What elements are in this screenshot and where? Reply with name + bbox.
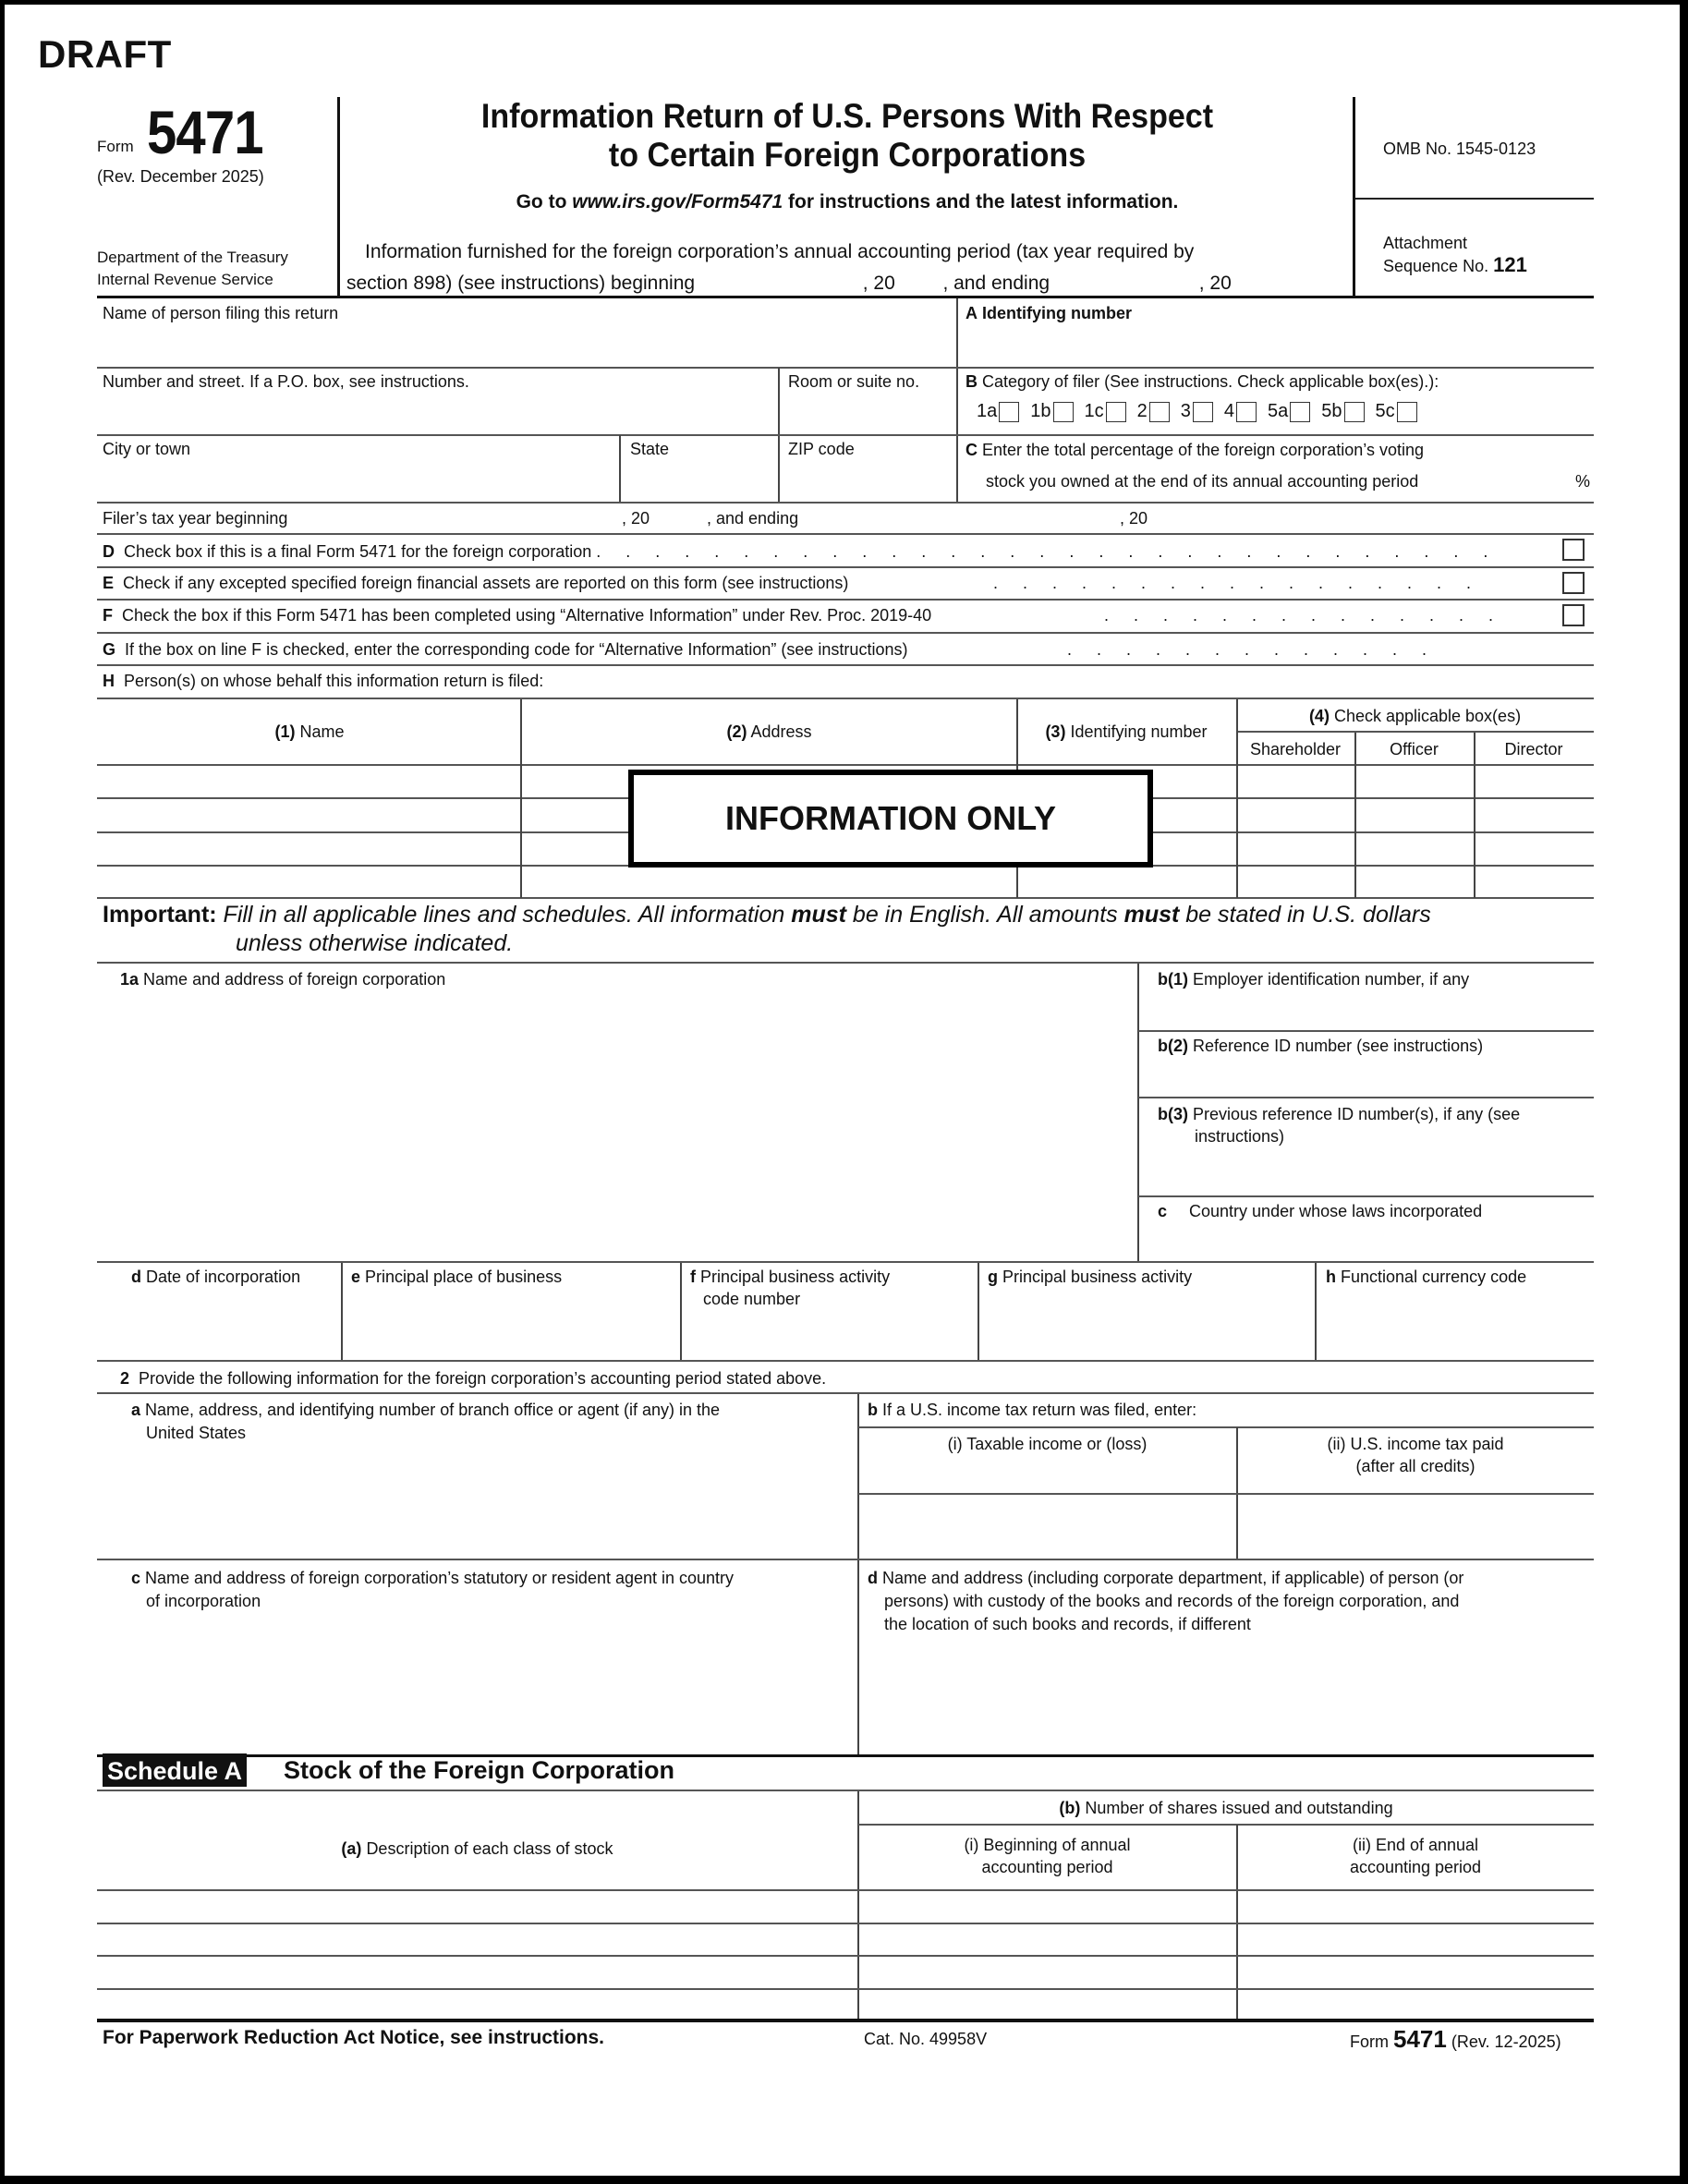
footer-revision: (Rev. 12-2025) (1451, 2032, 1561, 2051)
col-id-header (1016, 721, 1236, 743)
line-num: b(1) (1158, 970, 1188, 989)
branch-office-input[interactable] (131, 1448, 847, 1555)
sequence-label: Sequence No. (1383, 257, 1489, 275)
line-text: Employer identification number, if any (1193, 970, 1470, 989)
category-1b-label: 1b (1030, 401, 1051, 421)
line-b-letter: B (965, 372, 978, 391)
line-num: 1a (120, 970, 140, 989)
catalog-number: Cat. No. 49958V (864, 2030, 988, 2048)
leader-dots: . . . . . . . . . . . . . . . . . (993, 574, 1482, 592)
category-5c-checkbox[interactable] (1397, 402, 1417, 422)
divider (97, 1790, 1594, 1791)
person-address-input[interactable] (522, 766, 1016, 796)
excepted-assets-checkbox[interactable] (1562, 572, 1585, 594)
schedule-a-title: Stock of the Foreign Corporation (284, 1756, 674, 1784)
col-num: (3) (1045, 722, 1066, 741)
divider (956, 298, 958, 504)
taxable-income-input[interactable] (864, 1498, 1232, 1557)
title-line-1: Information Return of U.S. Persons With Respect (480, 97, 1214, 135)
principal-place-input[interactable] (351, 1293, 674, 1356)
col-officer-header: Officer (1390, 740, 1439, 758)
shareholder-checkbox[interactable] (1238, 799, 1354, 830)
line-2c-label-cont: of incorporation (146, 1592, 261, 1610)
voting-pct-label-2: stock you owned at the end of its annual accounting period (986, 472, 1419, 491)
line-text: If a U.S. income tax return was filed, enter: (882, 1401, 1197, 1419)
line-num: g (988, 1268, 998, 1286)
line-h-text: Person(s) on whose behalf this information return is filed: (124, 672, 544, 690)
shares-end-input[interactable] (1238, 1957, 1594, 1986)
activity-code-input[interactable] (690, 1315, 972, 1356)
form-number: 5471 (147, 98, 263, 166)
voting-pct-input[interactable] (1520, 467, 1575, 492)
tax-year-20-b: , 20 (1120, 509, 1148, 528)
line-d (103, 540, 1498, 563)
tax-paid-header-2: (after all credits) (1355, 1457, 1475, 1475)
shares-end-header-1: (ii) End of annual (1352, 1836, 1479, 1854)
line-text: Name, address, and identifying number of branch office or agent (if any) in the (145, 1401, 721, 1419)
line-num: c (1158, 1202, 1168, 1220)
divider (858, 1426, 1594, 1428)
category-5c-label: 5c (1375, 401, 1395, 421)
state-label: State (630, 440, 670, 458)
shares-beginning-input[interactable] (859, 1924, 1236, 1954)
tax-year-end-yr-input[interactable] (1160, 507, 1215, 529)
divider (1138, 1030, 1594, 1032)
important-text: Fill in all applicable lines and schedules. All information (216, 902, 792, 928)
col-label: Identifying number (1070, 722, 1208, 741)
line-c-text-1: Enter the total percentage of the foreign corporation’s voting (982, 441, 1424, 459)
omb-number: OMB No. 1545-0123 (1383, 140, 1536, 158)
divider (1236, 731, 1594, 733)
percent-sign: % (1575, 472, 1591, 491)
col-name-header (97, 721, 522, 743)
category-3-label: 3 (1180, 401, 1191, 421)
line-2d-label-cont-2: the location of such books and records, if different (884, 1615, 1251, 1633)
footer-form-id (1350, 2025, 1561, 2054)
divider (1138, 1097, 1594, 1098)
director-checkbox[interactable] (1475, 799, 1594, 830)
sequence-number: 121 (1493, 253, 1527, 276)
line-e-letter: E (103, 574, 115, 592)
col-address-header (522, 721, 1016, 743)
tax-paid-header-1: (ii) U.S. income tax paid (1327, 1435, 1504, 1453)
instructions-link-line (339, 191, 1355, 213)
line-d-letter: D (103, 542, 115, 561)
class-of-stock-header (97, 1838, 857, 1860)
col-label: Address (750, 722, 812, 741)
line-b1-label (1158, 968, 1469, 990)
tax-year-end-input[interactable] (818, 507, 1113, 529)
person-name-input[interactable] (97, 766, 520, 796)
divider (97, 296, 1594, 298)
line-h-currency-label (1326, 1266, 1526, 1288)
period-ending-label: , and ending (942, 273, 1050, 294)
divider (97, 533, 1594, 535)
divider (97, 367, 1594, 369)
leader-dots: . . . . . . . . . . . . . . (1104, 606, 1504, 625)
leader-dots: . . . . . . . . . . . . . . . . . . . . . . . . . . . . . . . (596, 542, 1499, 561)
divider (97, 1261, 1594, 1263)
line-f-activity-code-label (690, 1266, 890, 1288)
line-d-incorporation-label (131, 1266, 300, 1288)
category-1c-checkbox[interactable] (1106, 402, 1126, 422)
information-only-stamp: INFORMATION ONLY (628, 770, 1153, 868)
shares-outstanding-header (858, 1797, 1594, 1819)
shares-beginning-header-1: (i) Beginning of annual (964, 1836, 1131, 1854)
business-activity-input[interactable] (988, 1293, 1309, 1356)
alternative-info-checkbox[interactable] (1562, 604, 1585, 626)
divider (97, 1360, 1594, 1362)
draft-watermark: DRAFT (38, 32, 172, 76)
tax-year-label: Filer’s tax year beginning (103, 509, 288, 528)
shares-end-input[interactable] (1238, 1891, 1594, 1921)
divider (619, 435, 621, 504)
reference-id-input[interactable] (1158, 1058, 1587, 1095)
irs-url-link[interactable]: www.irs.gov/Form5471 (572, 191, 783, 212)
shares-end-header (1237, 1834, 1594, 1878)
identifying-number-input[interactable] (965, 324, 1590, 365)
functional-currency-input[interactable] (1326, 1293, 1587, 1356)
line-b-text: Category of filer (See instructions. Check applicable box(es).): (982, 372, 1439, 391)
line-text: Previous reference ID number(s), if any (see (1193, 1105, 1521, 1123)
paperwork-notice: For Paperwork Reduction Act Notice, see instructions. (103, 2027, 604, 2048)
director-checkbox[interactable] (1475, 833, 1594, 864)
filer-name-input[interactable] (103, 324, 953, 365)
leader-dots: . . . . . . . . . . . . . (1067, 640, 1438, 659)
divider (1315, 1263, 1317, 1361)
divider (1137, 964, 1139, 1261)
foreign-corp-name-address-input[interactable] (120, 993, 1127, 1256)
line-num: h (1326, 1268, 1336, 1286)
tax-year-ending-label: , and ending (707, 509, 799, 528)
line-num: 2 (120, 1369, 130, 1388)
officer-checkbox[interactable] (1356, 799, 1474, 830)
room-label: Room or suite no. (788, 372, 920, 391)
street-input[interactable] (103, 393, 768, 431)
person-id-input[interactable] (1018, 766, 1236, 796)
divider (97, 698, 1594, 699)
category-5b-checkbox[interactable] (1344, 402, 1365, 422)
date-of-incorporation-input[interactable] (104, 1293, 335, 1356)
street-label: Number and street. If a P.O. box, see instructions. (103, 372, 469, 391)
tax-year-20-a: , 20 (622, 509, 650, 528)
line-text: Principal business activity (1002, 1268, 1193, 1286)
alternative-info-code-input[interactable] (1446, 637, 1585, 662)
city-input[interactable] (103, 460, 611, 501)
line-2b-label (868, 1399, 1196, 1421)
line-text: Name and address of foreign corporation’s statutory or resident agent in country (145, 1569, 735, 1587)
line-b3-label-cont: instructions) (1195, 1127, 1285, 1146)
shares-end-input[interactable] (1238, 1924, 1594, 1954)
agency-block (97, 247, 288, 291)
line-c-letter: C (965, 441, 978, 459)
person-name-input[interactable] (97, 799, 520, 830)
category-label (965, 370, 1439, 393)
department-name: Department of the Treasury (97, 249, 288, 266)
line-f (103, 604, 931, 626)
line-num: d (868, 1569, 878, 1587)
col-label: Description of each class of stock (366, 1839, 613, 1858)
footer-form-label: Form (1350, 2032, 1389, 2051)
line-f-letter: F (103, 606, 113, 625)
line-text: Principal place of business (365, 1268, 563, 1286)
line-a-letter: A (965, 304, 978, 322)
line-text: Name and address (including corporate department, if applicable) of person (or (882, 1569, 1464, 1587)
previous-reference-id-input[interactable] (1158, 1150, 1587, 1191)
category-1b-checkbox[interactable] (1053, 402, 1074, 422)
identifying-number-label (965, 302, 1132, 324)
goto-prefix: Go to (516, 191, 573, 212)
shares-end-header-2: accounting period (1349, 1858, 1482, 1876)
line-text: Provide the following information for the foreign corporation’s accounting period stated above. (139, 1369, 827, 1388)
form-title (380, 97, 1315, 175)
line-num: d (131, 1268, 141, 1286)
divider (978, 1263, 979, 1361)
important-text: unless otherwise indicated. (236, 930, 514, 956)
line-g-activity-label (988, 1266, 1192, 1288)
line-num: f (690, 1268, 696, 1286)
shares-beginning-header (858, 1834, 1236, 1878)
line-2a-label (131, 1399, 720, 1421)
category-1a-checkbox[interactable] (999, 402, 1019, 422)
voting-pct-label (965, 439, 1424, 461)
country-input[interactable] (1158, 1224, 1587, 1257)
line-c-country-label (1158, 1200, 1482, 1222)
line-a-text: Identifying number (982, 304, 1133, 322)
officer-checkbox[interactable] (1356, 766, 1474, 796)
period-20-a: , 20 (862, 273, 895, 294)
divider (97, 962, 1594, 964)
person-name-input[interactable] (97, 833, 520, 864)
col-check-header (1236, 705, 1594, 727)
attachment-label: Attachment (1383, 234, 1468, 252)
agency-name: Internal Revenue Service (97, 271, 273, 288)
line-f-text: Check the box if this Form 5471 has been completed using “Alternative Information” under Rev. Proc. 2019-40 (122, 606, 932, 625)
form-page (5, 5, 1680, 2176)
stock-class-input[interactable] (97, 1891, 857, 1921)
attachment-sequence (1383, 232, 1527, 277)
divider (341, 1263, 343, 1361)
line-2d-label (868, 1567, 1463, 1589)
filer-name-label: Name of person filing this return (103, 304, 339, 322)
line-text: Name and address of foreign corporation (143, 970, 446, 989)
important-emphasis: must (791, 902, 846, 928)
line-2d-label-cont-1: persons) with custody of the books and records of the foreign corporation, and (884, 1592, 1460, 1610)
stock-class-input[interactable] (97, 1924, 857, 1954)
line-e (103, 572, 848, 594)
room-input[interactable] (788, 393, 951, 431)
person-id-input[interactable] (1018, 833, 1236, 864)
period-line-1: Information furnished for the foreign corporation’s annual accounting period (tax year required by (365, 241, 1195, 262)
form-label: Form (97, 138, 134, 155)
line-text: Date of incorporation (146, 1268, 301, 1286)
col-label: Check applicable box(es) (1333, 707, 1522, 725)
divider (97, 1559, 1594, 1560)
divider (97, 664, 1594, 666)
divider (97, 599, 1594, 601)
person-id-input[interactable] (1018, 799, 1236, 830)
shares-beginning-input[interactable] (859, 1891, 1236, 1921)
line-e-business-label (351, 1266, 562, 1288)
line-num: b (868, 1401, 878, 1419)
tax-year-begin-input[interactable] (328, 507, 614, 529)
category-3-checkbox[interactable] (1193, 402, 1213, 422)
shares-beginning-header-2: accounting period (981, 1858, 1113, 1876)
line-g-text: If the box on line F is checked, enter the corresponding code for “Alternative Information” (see instructions) (125, 640, 908, 659)
category-1a-label: 1a (977, 401, 998, 421)
books-custodian-input[interactable] (868, 1640, 1588, 1751)
important-emphasis: must (1123, 902, 1180, 928)
col-label: Number of shares issued and outstanding (1085, 1799, 1393, 1817)
important-lead: Important: (103, 902, 217, 928)
footer-form-number: 5471 (1393, 2025, 1447, 2053)
zip-input[interactable] (788, 460, 951, 501)
line-g (103, 638, 907, 661)
stock-class-input[interactable] (97, 1957, 857, 1986)
category-5a-checkbox[interactable] (1290, 402, 1310, 422)
person-address-input[interactable] (522, 833, 1016, 864)
line-text: Principal business activity (700, 1268, 891, 1286)
line-d-text: Check box if this is a final Form 5471 for the foreign corporation (124, 542, 592, 561)
shares-beginning-input[interactable] (859, 1957, 1236, 1986)
form-id-block (97, 97, 339, 297)
officer-checkbox[interactable] (1356, 833, 1474, 864)
tax-year-begin-yr-input[interactable] (661, 507, 707, 529)
col-shareholder-header: Shareholder (1249, 740, 1342, 758)
divider (858, 1493, 1594, 1495)
line-2a-label-cont: United States (146, 1424, 247, 1442)
period-line-2 (346, 273, 1232, 295)
divider (97, 502, 1594, 504)
divider (97, 566, 1594, 568)
tax-paid-header (1237, 1433, 1594, 1477)
category-checkboxes (977, 400, 1423, 422)
line-num: c (131, 1569, 141, 1587)
col-director-header: Director (1504, 740, 1563, 758)
shareholder-checkbox[interactable] (1238, 833, 1354, 864)
line-text: Reference ID number (see instructions) (1193, 1037, 1484, 1055)
category-1c-label: 1c (1084, 401, 1104, 421)
taxable-income-header: (i) Taxable income or (loss) (947, 1435, 1148, 1453)
line-g-letter: G (103, 640, 116, 659)
category-2-label: 2 (1136, 401, 1148, 421)
title-line-2: to Certain Foreign Corporations (608, 136, 1087, 174)
divider (97, 434, 1594, 436)
line-text: Functional currency code (1341, 1268, 1527, 1286)
divider (1355, 198, 1594, 200)
divider (1138, 1195, 1594, 1197)
director-checkbox[interactable] (1475, 766, 1594, 796)
zip-label: ZIP code (788, 440, 855, 458)
person-address-input[interactable] (522, 799, 1016, 830)
divider (778, 368, 780, 504)
line-f-activity-code-label-cont: code number (703, 1290, 801, 1308)
line-1a-label (120, 968, 445, 990)
col-num: (a) (341, 1839, 362, 1858)
col-num: (1) (274, 722, 296, 741)
shareholder-checkbox[interactable] (1238, 766, 1354, 796)
category-5b-label: 5b (1321, 401, 1342, 421)
tax-paid-input[interactable] (1243, 1498, 1589, 1557)
state-input[interactable] (630, 460, 773, 501)
divider (97, 632, 1594, 634)
line-h-letter: H (103, 672, 115, 690)
ein-input[interactable] (1158, 991, 1587, 1028)
divider (97, 1392, 1594, 1394)
important-text: be in English. All amounts (845, 902, 1124, 928)
line-num: e (351, 1268, 361, 1286)
divider (97, 897, 1594, 899)
shares-beginning-input[interactable] (859, 1990, 1236, 2020)
line-e-text: Check if any excepted specified foreign financial assets are reported on this form (see instructions) (123, 574, 849, 592)
form-revision: (Rev. December 2025) (97, 167, 264, 186)
divider (680, 1263, 682, 1361)
line-h (103, 670, 543, 692)
divider (858, 1824, 1594, 1826)
important-notice (103, 901, 1590, 958)
col-num: (2) (726, 722, 747, 741)
line-num: b(3) (1158, 1105, 1188, 1123)
final-form-checkbox[interactable] (1562, 539, 1585, 561)
line-2c-label (131, 1567, 734, 1589)
period-20-b: , 20 (1198, 273, 1232, 294)
line-b2-label (1158, 1035, 1483, 1057)
period-beginning-label: section 898) (see instructions) beginning (346, 273, 696, 294)
line-2-label (120, 1367, 826, 1389)
col-label: Name (299, 722, 345, 741)
schedule-a-tag: Schedule A (103, 1753, 247, 1787)
stock-class-input[interactable] (97, 1990, 857, 2020)
category-4-label: 4 (1223, 401, 1234, 421)
statutory-agent-input[interactable] (131, 1617, 847, 1751)
line-num: b(2) (1158, 1037, 1188, 1055)
category-2-checkbox[interactable] (1149, 402, 1170, 422)
line-text: Country under whose laws incorporated (1189, 1202, 1483, 1220)
goto-suffix: for instructions and the latest information. (783, 191, 1179, 212)
col-num: (4) (1308, 707, 1330, 725)
line-num: a (131, 1401, 141, 1419)
col-num: (b) (1059, 1799, 1081, 1817)
category-5a-label: 5a (1268, 401, 1289, 421)
shares-end-input[interactable] (1238, 1990, 1594, 2020)
important-text: be stated in U.S. dollars (1179, 902, 1431, 928)
category-4-checkbox[interactable] (1236, 402, 1257, 422)
city-label: City or town (103, 440, 191, 458)
line-b3-label (1158, 1103, 1520, 1125)
